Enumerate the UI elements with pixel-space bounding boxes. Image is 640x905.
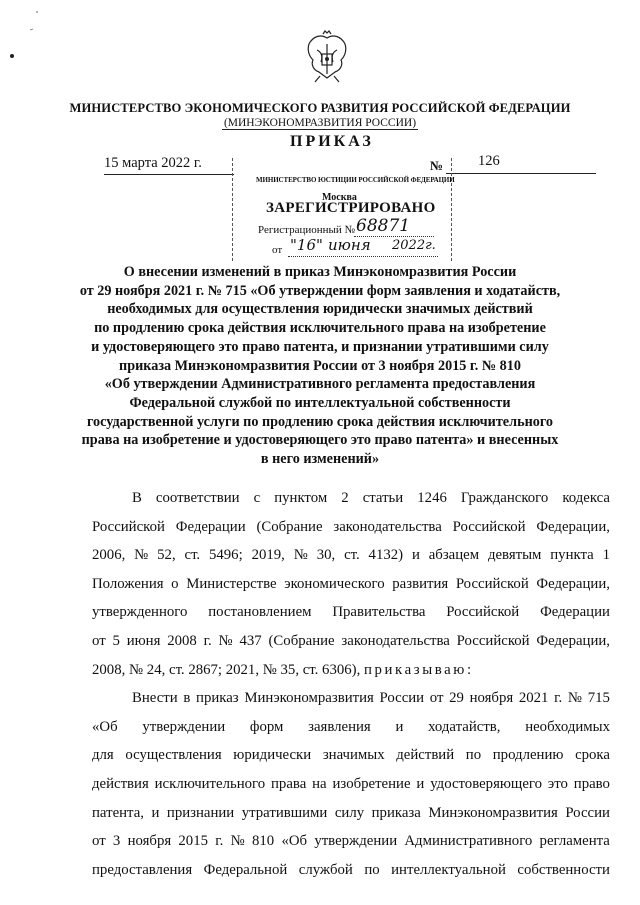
body-word: собственности <box>517 861 610 878</box>
body-word: «Об <box>92 718 118 735</box>
stamp-heading: ЗАРЕГИСТРИРОВАНО <box>266 200 436 216</box>
body-word: 30, <box>316 547 336 564</box>
body-word: Российской <box>455 575 529 592</box>
body-word: Положения <box>92 575 164 592</box>
body-word: заявления <box>308 718 371 735</box>
body-line <box>92 484 610 513</box>
body-word: Федерации <box>540 604 610 621</box>
body-word: юридически <box>233 747 312 764</box>
body-word: 3 <box>112 833 121 850</box>
body-word: ноября <box>469 690 514 707</box>
stamp-date-underline <box>288 256 438 257</box>
body-word: продлению <box>492 747 564 764</box>
number-underline <box>446 173 596 174</box>
body-word: № <box>230 833 245 850</box>
body-word: на <box>312 775 327 792</box>
body-word: утверждении <box>142 718 226 735</box>
title-line: необходимых для осуществления юридически значимых действий <box>107 301 533 318</box>
body-word: законодательства <box>341 632 450 649</box>
body-line <box>92 513 610 542</box>
body-word: Российской <box>446 604 520 621</box>
stamp-day: "16" <box>290 236 323 254</box>
body-word: Правительства <box>332 604 426 621</box>
body-word: действий <box>396 747 455 764</box>
body-word: г. <box>203 632 212 649</box>
body-line <box>92 799 610 828</box>
body-line <box>92 627 610 656</box>
body-word: Министерстве <box>186 575 277 592</box>
body-word: июня <box>126 632 161 649</box>
body-word: (Собрание <box>268 632 335 649</box>
body-word: в <box>183 690 191 707</box>
body-word: № <box>293 547 308 564</box>
body-word: изобретение <box>332 775 411 792</box>
stamp-year: 2022г. <box>392 238 436 253</box>
body-line-last <box>92 656 610 685</box>
body-word: от <box>92 632 106 649</box>
body-word: 2 <box>341 490 349 506</box>
body-word: и <box>416 775 425 792</box>
title-line: в него изменений» <box>260 451 380 468</box>
stamp-reg-number: 68871 <box>356 216 411 236</box>
body-word: № <box>134 547 149 564</box>
body-word: необходимых <box>525 718 610 735</box>
body-word: приказа <box>371 804 421 821</box>
body-word: службой <box>298 861 353 878</box>
body-word: 810 <box>251 833 275 850</box>
title-line: Федеральной службой по интеллектуальной собственности <box>129 394 511 411</box>
body-word: законодательства <box>333 518 442 535</box>
body-word: и <box>395 718 404 735</box>
body-word: г. <box>215 833 224 850</box>
body-word: действия <box>92 775 149 792</box>
body-word: по <box>465 747 482 764</box>
body-word: приказ <box>196 690 239 707</box>
body-word: кодекса <box>562 490 610 506</box>
body-word: право <box>573 775 610 792</box>
title-line: приказа Минэкономразвития России от 3 ноября 2015 г. № 810 <box>119 357 521 374</box>
body-word: по <box>364 861 380 878</box>
body-word: ноября <box>127 833 172 850</box>
body-word: абзацем <box>428 547 480 564</box>
body-word: форм <box>249 718 284 735</box>
order-number: 126 <box>478 153 500 169</box>
body-word: 1 <box>602 547 610 564</box>
body-word: ходатайств, <box>428 718 501 735</box>
body-word: России <box>379 690 425 707</box>
body-word: Минэкономразвития <box>428 804 558 821</box>
body-word: 2008 <box>167 632 197 649</box>
stamp-organization: МИНИСТЕРСТВО ЮСТИЦИИ РОССИЙСКОЙ ФЕДЕРАЦИИ <box>256 176 455 184</box>
body-word: Российской <box>92 518 165 535</box>
body-word: значимых <box>322 747 385 764</box>
body-line <box>92 741 610 770</box>
body-word: 52, <box>157 547 176 564</box>
body-word: Гражданского <box>460 490 549 506</box>
body-word: от <box>429 690 444 707</box>
number-sign: № <box>430 158 444 173</box>
body-word: утверждении <box>314 833 398 850</box>
body-word: 715 <box>587 690 610 707</box>
body-word: это <box>547 775 568 792</box>
body-word: 5496; <box>208 547 243 564</box>
body-word: с <box>253 490 261 506</box>
body-line <box>92 684 610 713</box>
body-word: статьи <box>362 490 404 506</box>
body-word: № <box>567 690 583 707</box>
body-word: № <box>218 632 233 649</box>
body-word: о <box>171 575 179 592</box>
scan-specks <box>0 0 60 70</box>
body-word: Российской <box>456 632 530 649</box>
stamp-month: июня <box>328 236 371 254</box>
order-directive: приказываю: <box>363 661 474 678</box>
body-word: постановлением <box>208 604 312 621</box>
body-word: удостоверяющего <box>430 775 542 792</box>
title-line: от 29 ноября 2021 г. № 715 «Об утверждении форм заявления и ходатайств, <box>79 282 561 299</box>
order-date: 15 марта 2022 г. <box>104 155 202 171</box>
body-word: ст. <box>184 547 201 564</box>
title-line: О внесении изменений в приказ Минэкономразвития России <box>123 264 517 280</box>
body-word: признании <box>166 804 235 821</box>
body-line <box>92 541 610 570</box>
body-word: (Собрание <box>256 518 323 535</box>
body-word: развития <box>392 575 449 592</box>
body-word: 5 <box>112 632 120 649</box>
body-word: срока <box>575 747 610 764</box>
body-word: 1246 <box>417 490 447 506</box>
stamp-reg-label: Регистрационный № <box>258 224 356 236</box>
document-body <box>92 484 610 884</box>
body-word: 29 <box>449 690 464 707</box>
ministry-short-name <box>0 117 640 129</box>
body-word: Внести <box>132 690 178 707</box>
body-word: Федеральной <box>203 861 288 878</box>
body-word: от <box>92 833 106 850</box>
body-word: девятым <box>487 547 542 564</box>
body-word: 2021 <box>518 690 549 707</box>
body-line <box>92 827 610 856</box>
body-word: Федерации <box>175 518 246 535</box>
body-word: и <box>151 804 160 821</box>
body-word: В <box>132 490 142 506</box>
body-word: регламента <box>539 833 610 850</box>
body-word: осуществления <box>125 747 222 764</box>
body-word: утратившими <box>241 804 328 821</box>
coat-of-arms-icon <box>303 30 351 86</box>
stamp-from-label: от <box>272 244 283 256</box>
body-word: предоставления <box>92 861 193 878</box>
date-underline <box>104 174 234 175</box>
body-word: «Об <box>281 833 308 850</box>
body-word: 2019, <box>251 547 285 564</box>
title-line: и удостоверяющего это право патента, и признании утратившими силу <box>91 338 549 355</box>
body-word: Федерации, <box>536 518 610 535</box>
body-word: Административного <box>404 833 533 850</box>
order-title: ПРИКАЗ <box>290 133 374 150</box>
body-word: права <box>271 775 307 792</box>
registration-stamp <box>232 158 455 263</box>
body-word: пункта <box>550 547 594 564</box>
body-line <box>92 770 610 799</box>
body-word: утвержденного <box>92 604 188 621</box>
body-word: интеллектуальной <box>391 861 506 878</box>
body-word: патента, <box>92 804 144 821</box>
body-word: 2006, <box>92 547 126 564</box>
body-line <box>92 598 610 627</box>
body-text-fragment: 2008, № 24, ст. 2867; 2021, № 35, ст. 6306), <box>92 661 361 678</box>
body-word: экономического <box>284 575 385 592</box>
body-word: соответствии <box>155 490 240 506</box>
body-word: для <box>92 747 114 764</box>
body-word: 2015 <box>178 833 208 850</box>
body-line <box>92 570 610 599</box>
body-word: и <box>411 547 420 564</box>
body-word: 4132) <box>368 547 404 564</box>
ministry-short-text: (МИНЭКОНОМРАЗВИТИЯ РОССИИ) <box>223 117 417 129</box>
body-line <box>92 713 610 742</box>
body-word: Федерации, <box>536 575 610 592</box>
body-word: Федерации, <box>536 632 610 649</box>
body-word: исключительного <box>154 775 266 792</box>
title-line: по продлению срока действия исключительного права на изобретение <box>94 320 546 337</box>
body-word: 437 <box>239 632 262 649</box>
body-word: ст. <box>344 547 360 564</box>
body-word: силу <box>334 804 365 821</box>
stamp-city: Москва <box>322 192 357 203</box>
body-line <box>92 856 610 885</box>
body-word: Минэкономразвития <box>244 690 374 707</box>
title-line: государственной услуги по продлению срока действия исключительного <box>86 413 554 430</box>
ministry-name: МИНИСТЕРСТВО ЭКОНОМИЧЕСКОГО РАЗВИТИЯ РОССИЙСКОЙ ФЕДЕРАЦИИ <box>69 101 571 115</box>
title-line: «Об утверждении Административного регламента предоставления <box>104 376 536 393</box>
body-word: г. <box>554 690 563 707</box>
title-line: права на изобретение и удостоверяющего это право патента» и внесенных <box>81 432 559 449</box>
document-title <box>60 263 580 469</box>
body-word: России <box>565 804 610 821</box>
body-word: пунктом <box>274 490 328 506</box>
body-word: Российской <box>452 518 526 535</box>
